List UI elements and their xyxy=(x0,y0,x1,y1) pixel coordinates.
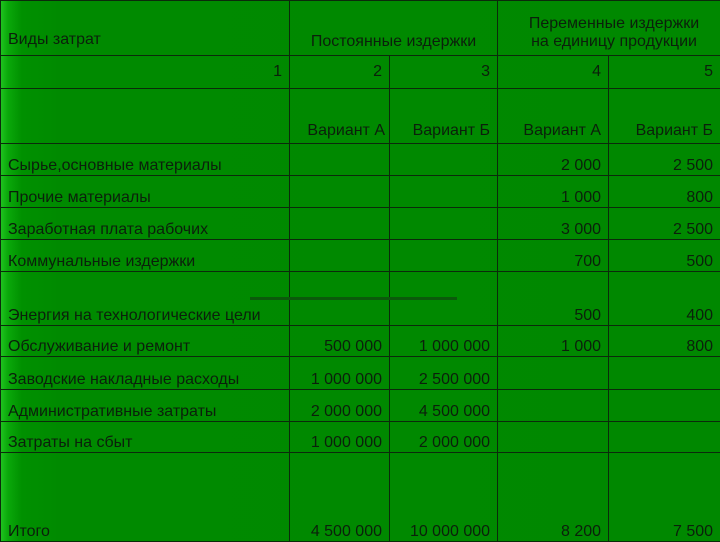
variable-variant-b: 500 xyxy=(609,240,720,272)
fixed-variant-a: 2 000 000 xyxy=(290,390,390,422)
table-row xyxy=(1,357,720,390)
variable-variant-a: 700 xyxy=(498,240,609,272)
fixed-variant-b: 10 000 000 xyxy=(390,453,498,542)
table-row xyxy=(1,390,720,422)
fixed-variant-b xyxy=(390,144,498,176)
header-row xyxy=(1,1,720,56)
stray-line xyxy=(250,297,457,300)
variable-variant-b: 400 xyxy=(609,272,720,326)
variant-label: Вариант Б xyxy=(390,89,498,144)
variable-variant-a xyxy=(498,390,609,422)
empty-cell xyxy=(1,89,290,144)
row-label: Административные затраты xyxy=(1,390,290,422)
table-row xyxy=(1,422,720,453)
col-number: 2 xyxy=(290,56,390,89)
header-fixed-costs: Постоянные издержки xyxy=(290,1,498,56)
variable-variant-b: 2 500 xyxy=(609,144,720,176)
fixed-variant-a xyxy=(290,144,390,176)
table-row xyxy=(1,208,720,240)
row-label: Обслуживание и ремонт xyxy=(1,326,290,357)
col-number: 4 xyxy=(498,56,609,89)
variant-row xyxy=(1,89,720,144)
fixed-variant-a: 1 000 000 xyxy=(290,422,390,453)
fixed-variant-b: 2 500 000 xyxy=(390,357,498,390)
col-number: 3 xyxy=(390,56,498,89)
row-label: Итого xyxy=(1,453,290,542)
row-label: Заработная плата рабочих xyxy=(1,208,290,240)
variable-variant-a: 500 xyxy=(498,272,609,326)
variable-variant-a: 8 200 xyxy=(498,453,609,542)
variable-variant-b: 2 500 xyxy=(609,208,720,240)
fixed-variant-b: 4 500 000 xyxy=(390,390,498,422)
column-number-row xyxy=(1,56,720,89)
fixed-variant-b xyxy=(390,176,498,208)
table-row xyxy=(1,144,720,176)
table-row xyxy=(1,453,720,542)
variant-label: Вариант А xyxy=(290,89,390,144)
fixed-variant-a: 1 000 000 xyxy=(290,357,390,390)
variant-label: Вариант Б xyxy=(609,89,720,144)
variable-variant-a: 2 000 xyxy=(498,144,609,176)
variable-variant-a: 3 000 xyxy=(498,208,609,240)
fixed-variant-a: 500 000 xyxy=(290,326,390,357)
table-row xyxy=(1,326,720,357)
row-label: Сырье,основные материалы xyxy=(1,144,290,176)
fixed-variant-a: 4 500 000 xyxy=(290,453,390,542)
row-label: Прочие материалы xyxy=(1,176,290,208)
variable-variant-b: 800 xyxy=(609,326,720,357)
variable-variant-b: 7 500 xyxy=(609,453,720,542)
fixed-variant-a xyxy=(290,240,390,272)
row-label: Затраты на сбыт xyxy=(1,422,290,453)
variant-label: Вариант А xyxy=(498,89,609,144)
col-number: 5 xyxy=(609,56,720,89)
variable-variant-a: 1 000 xyxy=(498,326,609,357)
variable-variant-b xyxy=(609,357,720,390)
variable-variant-a: 1 000 xyxy=(498,176,609,208)
fixed-variant-b: 1 000 000 xyxy=(390,326,498,357)
table-row xyxy=(1,240,720,272)
variable-variant-b xyxy=(609,390,720,422)
variable-variant-b xyxy=(609,422,720,453)
fixed-variant-b: 2 000 000 xyxy=(390,422,498,453)
table-row xyxy=(1,176,720,208)
header-variable-costs: Переменные издержки на единицу продукции xyxy=(498,1,720,56)
variable-variant-b: 800 xyxy=(609,176,720,208)
fixed-variant-a xyxy=(290,176,390,208)
row-label: Энергия на технологические цели xyxy=(1,272,290,326)
row-label: Заводские накладные расходы xyxy=(1,357,290,390)
col-number: 1 xyxy=(1,56,290,89)
header-cost-types: Виды затрат xyxy=(1,1,290,56)
fixed-variant-a xyxy=(290,208,390,240)
row-label: Коммунальные издержки xyxy=(1,240,290,272)
fixed-variant-b xyxy=(390,208,498,240)
variable-variant-a xyxy=(498,357,609,390)
fixed-variant-b xyxy=(390,240,498,272)
variable-variant-a xyxy=(498,422,609,453)
